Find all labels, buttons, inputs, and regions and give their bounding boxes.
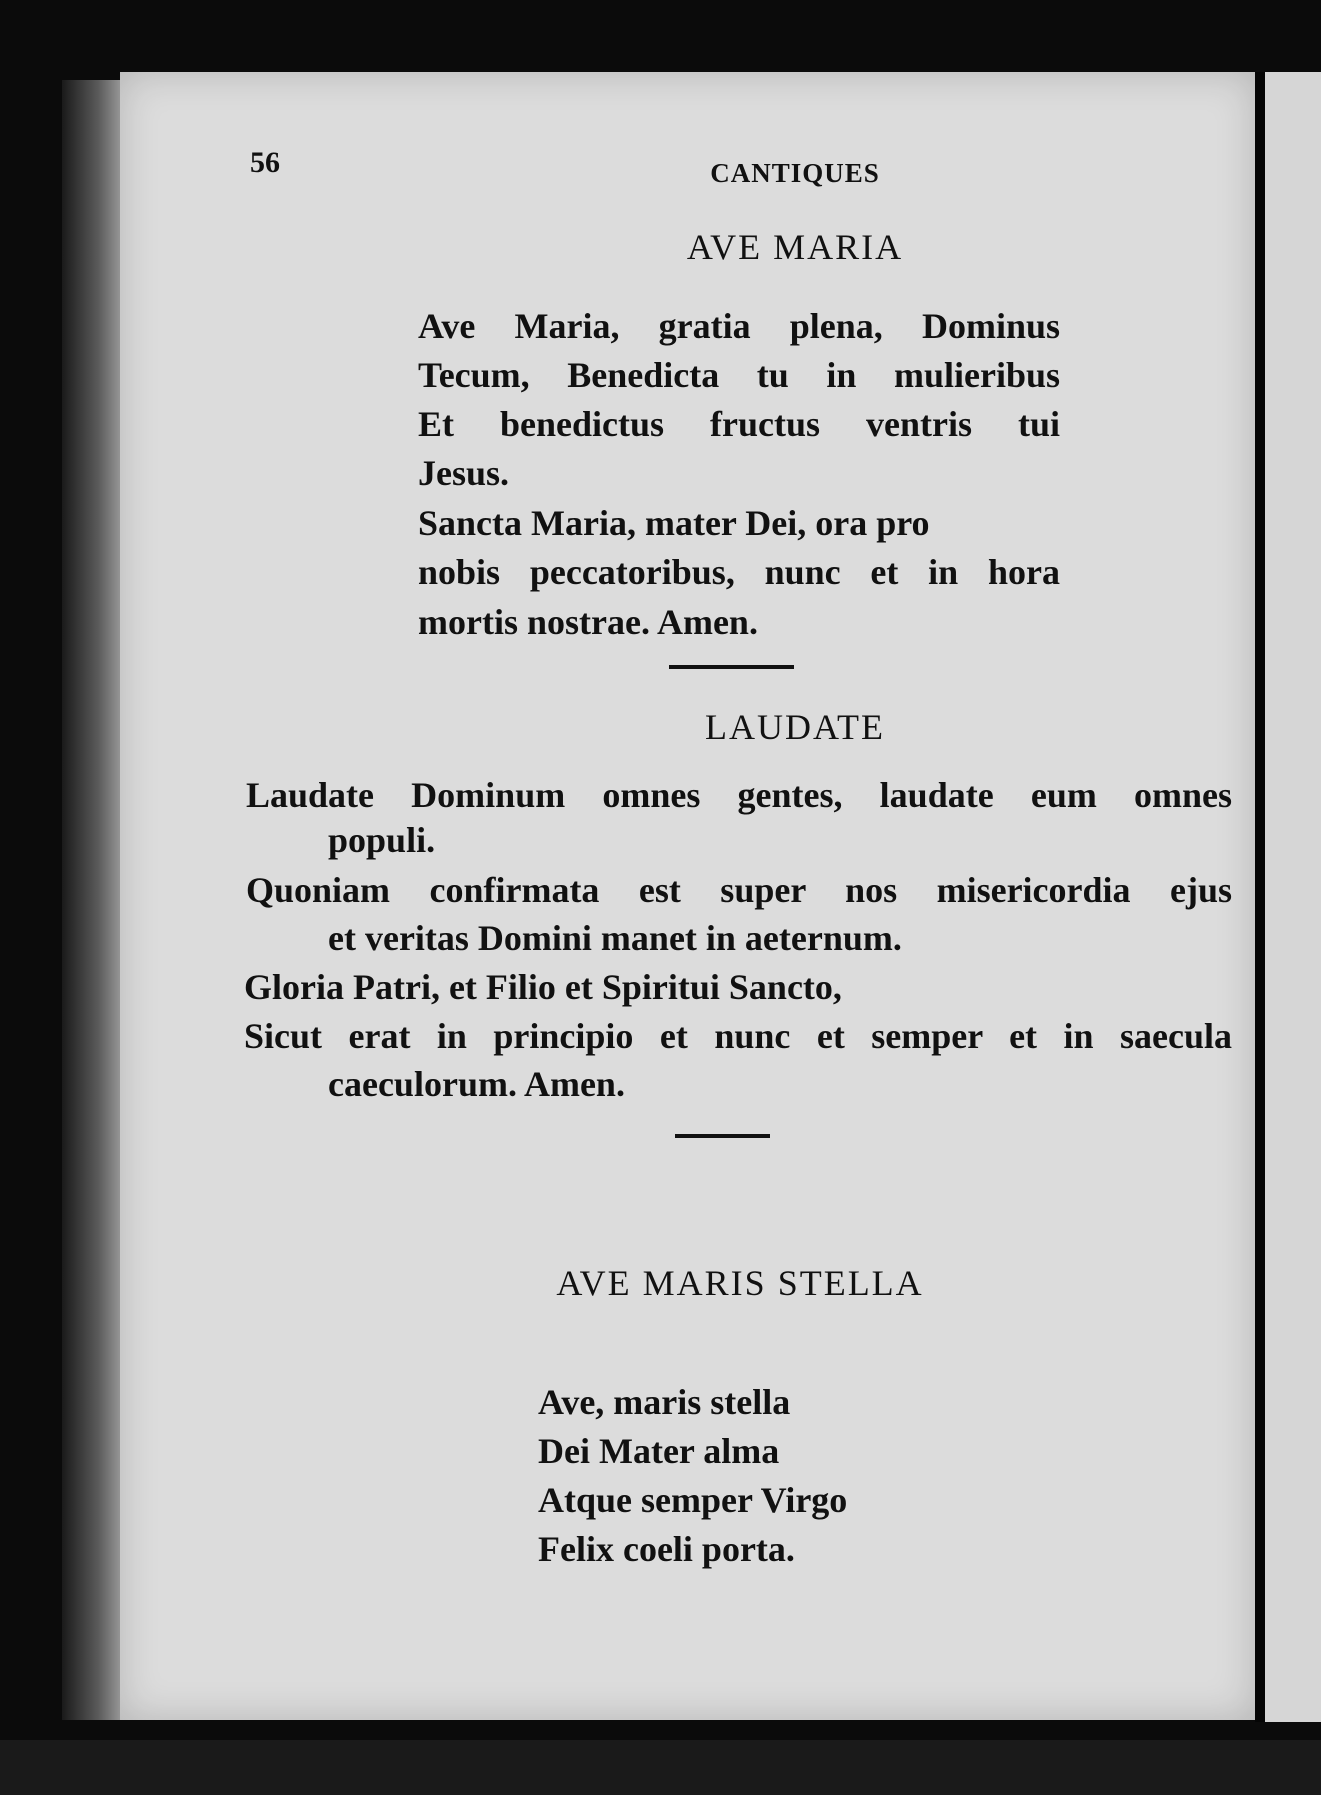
verse-line: Sancta Maria, mater Dei, ora pro xyxy=(418,503,930,543)
verse-line: Et benedictus fructus ventris tui xyxy=(418,404,1060,444)
verse-line: nobis peccatoribus, nunc et in hora xyxy=(418,552,1060,592)
verse-line: Laudate Dominum omnes gentes, laudate eum omnes xyxy=(246,775,1232,815)
verse-line: Jesus. xyxy=(418,453,510,493)
verse-line: populi. xyxy=(328,820,436,860)
page-number: 56 xyxy=(250,146,280,179)
verse-line: Tecum, Benedicta tu in mulieribus xyxy=(418,355,1060,395)
verse-line: caeculorum. Amen. xyxy=(328,1064,625,1104)
verse-line: Sicut erat in principio et nunc et semper et in saecula xyxy=(244,1016,1232,1056)
section-title-laudate: LAUDATE xyxy=(705,707,885,747)
verse-line: et veritas Domini manet in aeternum. xyxy=(328,918,902,958)
scan-bottom-border xyxy=(0,1740,1321,1795)
verse-line: Dei Mater alma xyxy=(538,1431,780,1471)
book-gutter xyxy=(1255,72,1265,1722)
verse-line: Quoniam confirmata est super nos misericordia ejus xyxy=(246,870,1232,910)
section-divider xyxy=(669,665,794,669)
verse-line: Felix coeli porta. xyxy=(538,1529,795,1569)
section-title-ave-maris-stella: AVE MARIS STELLA xyxy=(556,1263,924,1303)
verse-line: Atque semper Virgo xyxy=(538,1480,848,1520)
next-page-edge xyxy=(1265,72,1321,1722)
section-title-ave-maria: AVE MARIA xyxy=(686,227,904,267)
running-head: CANTIQUES xyxy=(710,158,880,188)
section-divider xyxy=(675,1134,770,1138)
verse-line: Ave, maris stella xyxy=(538,1382,791,1422)
verse-line: mortis nostrae. Amen. xyxy=(418,602,758,642)
page-edge-left xyxy=(62,80,122,1720)
verse-line: Ave Maria, gratia plena, Dominus xyxy=(418,306,1060,346)
verse-line: Gloria Patri, et Filio et Spiritui Sancto, xyxy=(244,967,842,1007)
